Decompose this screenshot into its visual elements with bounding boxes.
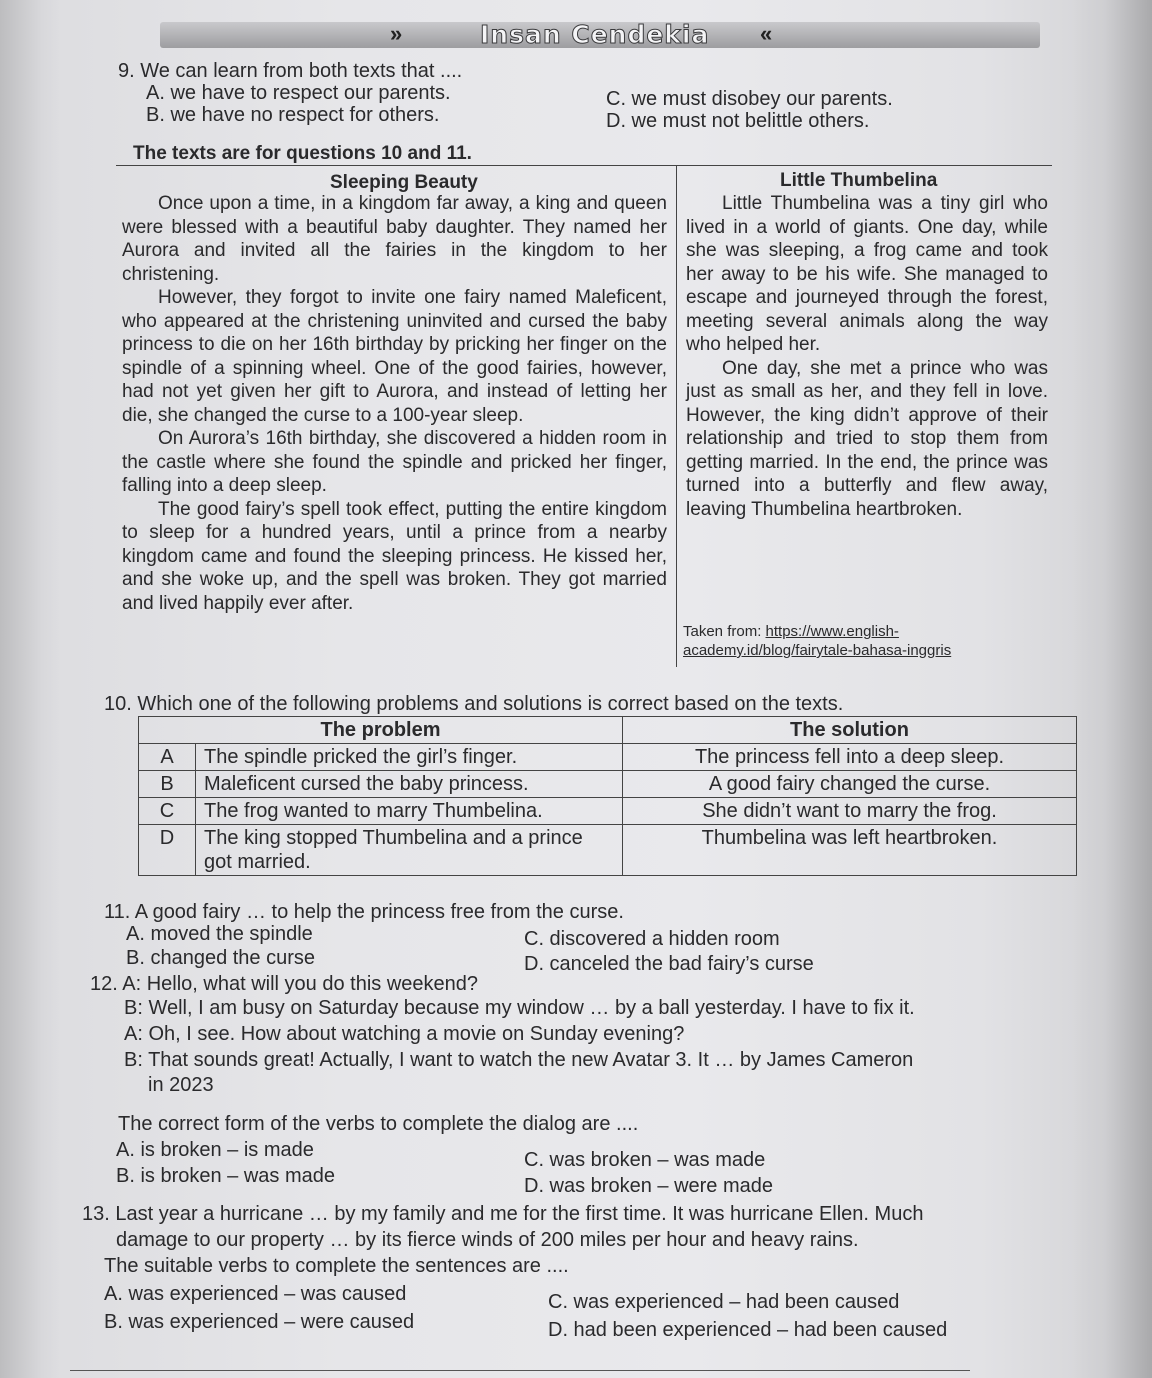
q11-option-c: C. discovered a hidden room: [524, 928, 780, 950]
q10-question: 10. Which one of the following problems and solutions is correct based on the texts.: [104, 693, 844, 715]
source-citation: [683, 622, 1053, 660]
left-story-paragraph-3: On Aurora’s 16th birthday, she discovered a hidden room in the castle where she found the spindle and pricked her finger, falling into a deep sleep.: [122, 428, 667, 496]
q12-line-5: in 2023: [148, 1074, 214, 1096]
passage-intro: The texts are for questions 10 and 11.: [133, 143, 472, 164]
right-story-paragraph-1: Little Thumbelina was a tiny girl who lived in a world of giants. One day, while she was sleeping, a frog came and took her away to be his wife. She managed to escape and journeyed through the forest, meeting several animals along the way who helped her.: [686, 193, 1048, 355]
source-link[interactable]: https://www.english-academy.id/blog/fairytale-bahasa-inggris: [683, 623, 952, 659]
q11-option-b: B. changed the curse: [126, 947, 316, 969]
footer-rule: [70, 1370, 970, 1371]
q12-option-d: D. was broken – were made: [524, 1175, 774, 1197]
q11-question: 11. A good fairy … to help the princess free from the curse.: [104, 901, 624, 923]
q10-table: [138, 716, 1077, 876]
row-letter: B: [139, 771, 196, 798]
col-solution-header: The solution: [623, 717, 1077, 744]
q12-line-4: B: That sounds great! Actually, I want to watch the new Avatar 3. It … by James Cameron: [124, 1049, 914, 1071]
header-left-mark: »: [390, 21, 403, 46]
passage-divider: [676, 165, 677, 667]
table-row: [139, 798, 1077, 825]
col-problem-header: The problem: [139, 717, 623, 744]
row-solution: A good fairy changed the curse.: [623, 771, 1077, 798]
q12-line-3: A: Oh, I see. How about watching a movie on Sunday evening?: [124, 1023, 685, 1045]
header-right-mark: «: [760, 21, 773, 46]
left-story-title: Sleeping Beauty: [330, 172, 478, 193]
q12-option-c: C. was broken – was made: [524, 1149, 766, 1171]
row-problem: Maleficent cursed the baby princess.: [196, 771, 623, 798]
row-letter: D: [139, 825, 196, 876]
q12-prompt: The correct form of the verbs to complete the dialog are ....: [118, 1113, 639, 1135]
left-story-paragraph-1: Once upon a time, in a kingdom far away, a king and queen were blessed with a beautiful baby daughter. They named her Aurora and invited all the fairies in the kingdom to her christening.: [122, 193, 667, 285]
q11-option-a: A. moved the spindle: [126, 923, 313, 945]
q9-option-c: C. we must disobey our parents.: [606, 88, 893, 110]
left-story-body: [122, 192, 667, 615]
q12-line-2: B: Well, I am busy on Saturday because my window … by a ball yesterday. I have to fix it.: [124, 997, 915, 1019]
q12-option-b: B. is broken – was made: [116, 1165, 335, 1187]
q12-option-a: A. is broken – is made: [116, 1139, 314, 1161]
q9-option-d: D. we must not belittle others.: [606, 110, 870, 132]
q13-option-b: B. was experienced – were caused: [104, 1311, 415, 1333]
left-story-paragraph-2: However, they forgot to invite one fairy named Maleficent, who appeared at the christening uninvited and cursed the baby princess to die on her 16th birthday by pricking her finger on the spindle of a spinning wheel. One of the good fairies, however, had not yet given her gift to Aurora, and instead of letting her die, she changed the curse to a 100-year sleep.: [122, 287, 667, 426]
row-problem: The spindle pricked the girl’s finger.: [196, 744, 623, 771]
header-title: Insan Cendekia: [480, 20, 710, 49]
page-shadow-right: [1072, 0, 1152, 1378]
table-row: [139, 771, 1077, 798]
table-row: [139, 825, 1077, 876]
right-story-paragraph-2: One day, she met a prince who was just as small as her, and they fell in love. However, the king didn’t approve of their relationship and tried to stop them from getting married. In the end, the prince was turned into a butterfly and flew away, leaving Thumbelina heartbroken.: [686, 357, 1048, 520]
row-solution: Thumbelina was left heartbroken.: [623, 825, 1077, 876]
q9-option-b: B. we have no respect for others.: [146, 104, 440, 126]
q13-option-c: C. was experienced – had been caused: [548, 1291, 900, 1313]
row-solution: She didn’t want to marry the frog.: [623, 798, 1077, 825]
right-story-title: Little Thumbelina: [780, 170, 938, 191]
q11-option-d: D. canceled the bad fairy’s curse: [524, 953, 814, 975]
q9-option-a: A. we have to respect our parents.: [146, 82, 451, 104]
right-story-body: [686, 192, 1048, 521]
q13-line-1: 13. Last year a hurricane … by my family and me for the first time. It was hurricane Ellen. Much: [82, 1203, 924, 1225]
page-shadow-left: [0, 0, 60, 1378]
source-label: Taken from:: [683, 623, 766, 640]
q13-option-a: A. was experienced – was caused: [104, 1283, 407, 1305]
q13-line-2: damage to our property … by its fierce winds of 200 miles per hour and heavy rains.: [116, 1229, 859, 1251]
row-letter: C: [139, 798, 196, 825]
row-problem: The king stopped Thumbelina and a prince got married.: [196, 825, 623, 876]
table-header-row: [139, 717, 1077, 744]
row-letter: A: [139, 744, 196, 771]
q12-line-1: 12. A: Hello, what will you do this weekend?: [90, 973, 478, 995]
q13-prompt: The suitable verbs to complete the sentences are ....: [104, 1255, 569, 1277]
q13-option-d: D. had been experienced – had been caused: [548, 1319, 948, 1341]
q9-question: 9. We can learn from both texts that ....: [118, 60, 463, 82]
row-solution: The princess fell into a deep sleep.: [623, 744, 1077, 771]
row-problem: The frog wanted to marry Thumbelina.: [196, 798, 623, 825]
left-story-paragraph-4: The good fairy’s spell took effect, putting the entire kingdom to sleep for a hundred years, until a prince from a nearby kingdom came and found the sleeping princess. He kissed her, and she woke up, and the spell was broken. They got married and lived happily ever after.: [122, 498, 667, 614]
table-row: [139, 744, 1077, 771]
